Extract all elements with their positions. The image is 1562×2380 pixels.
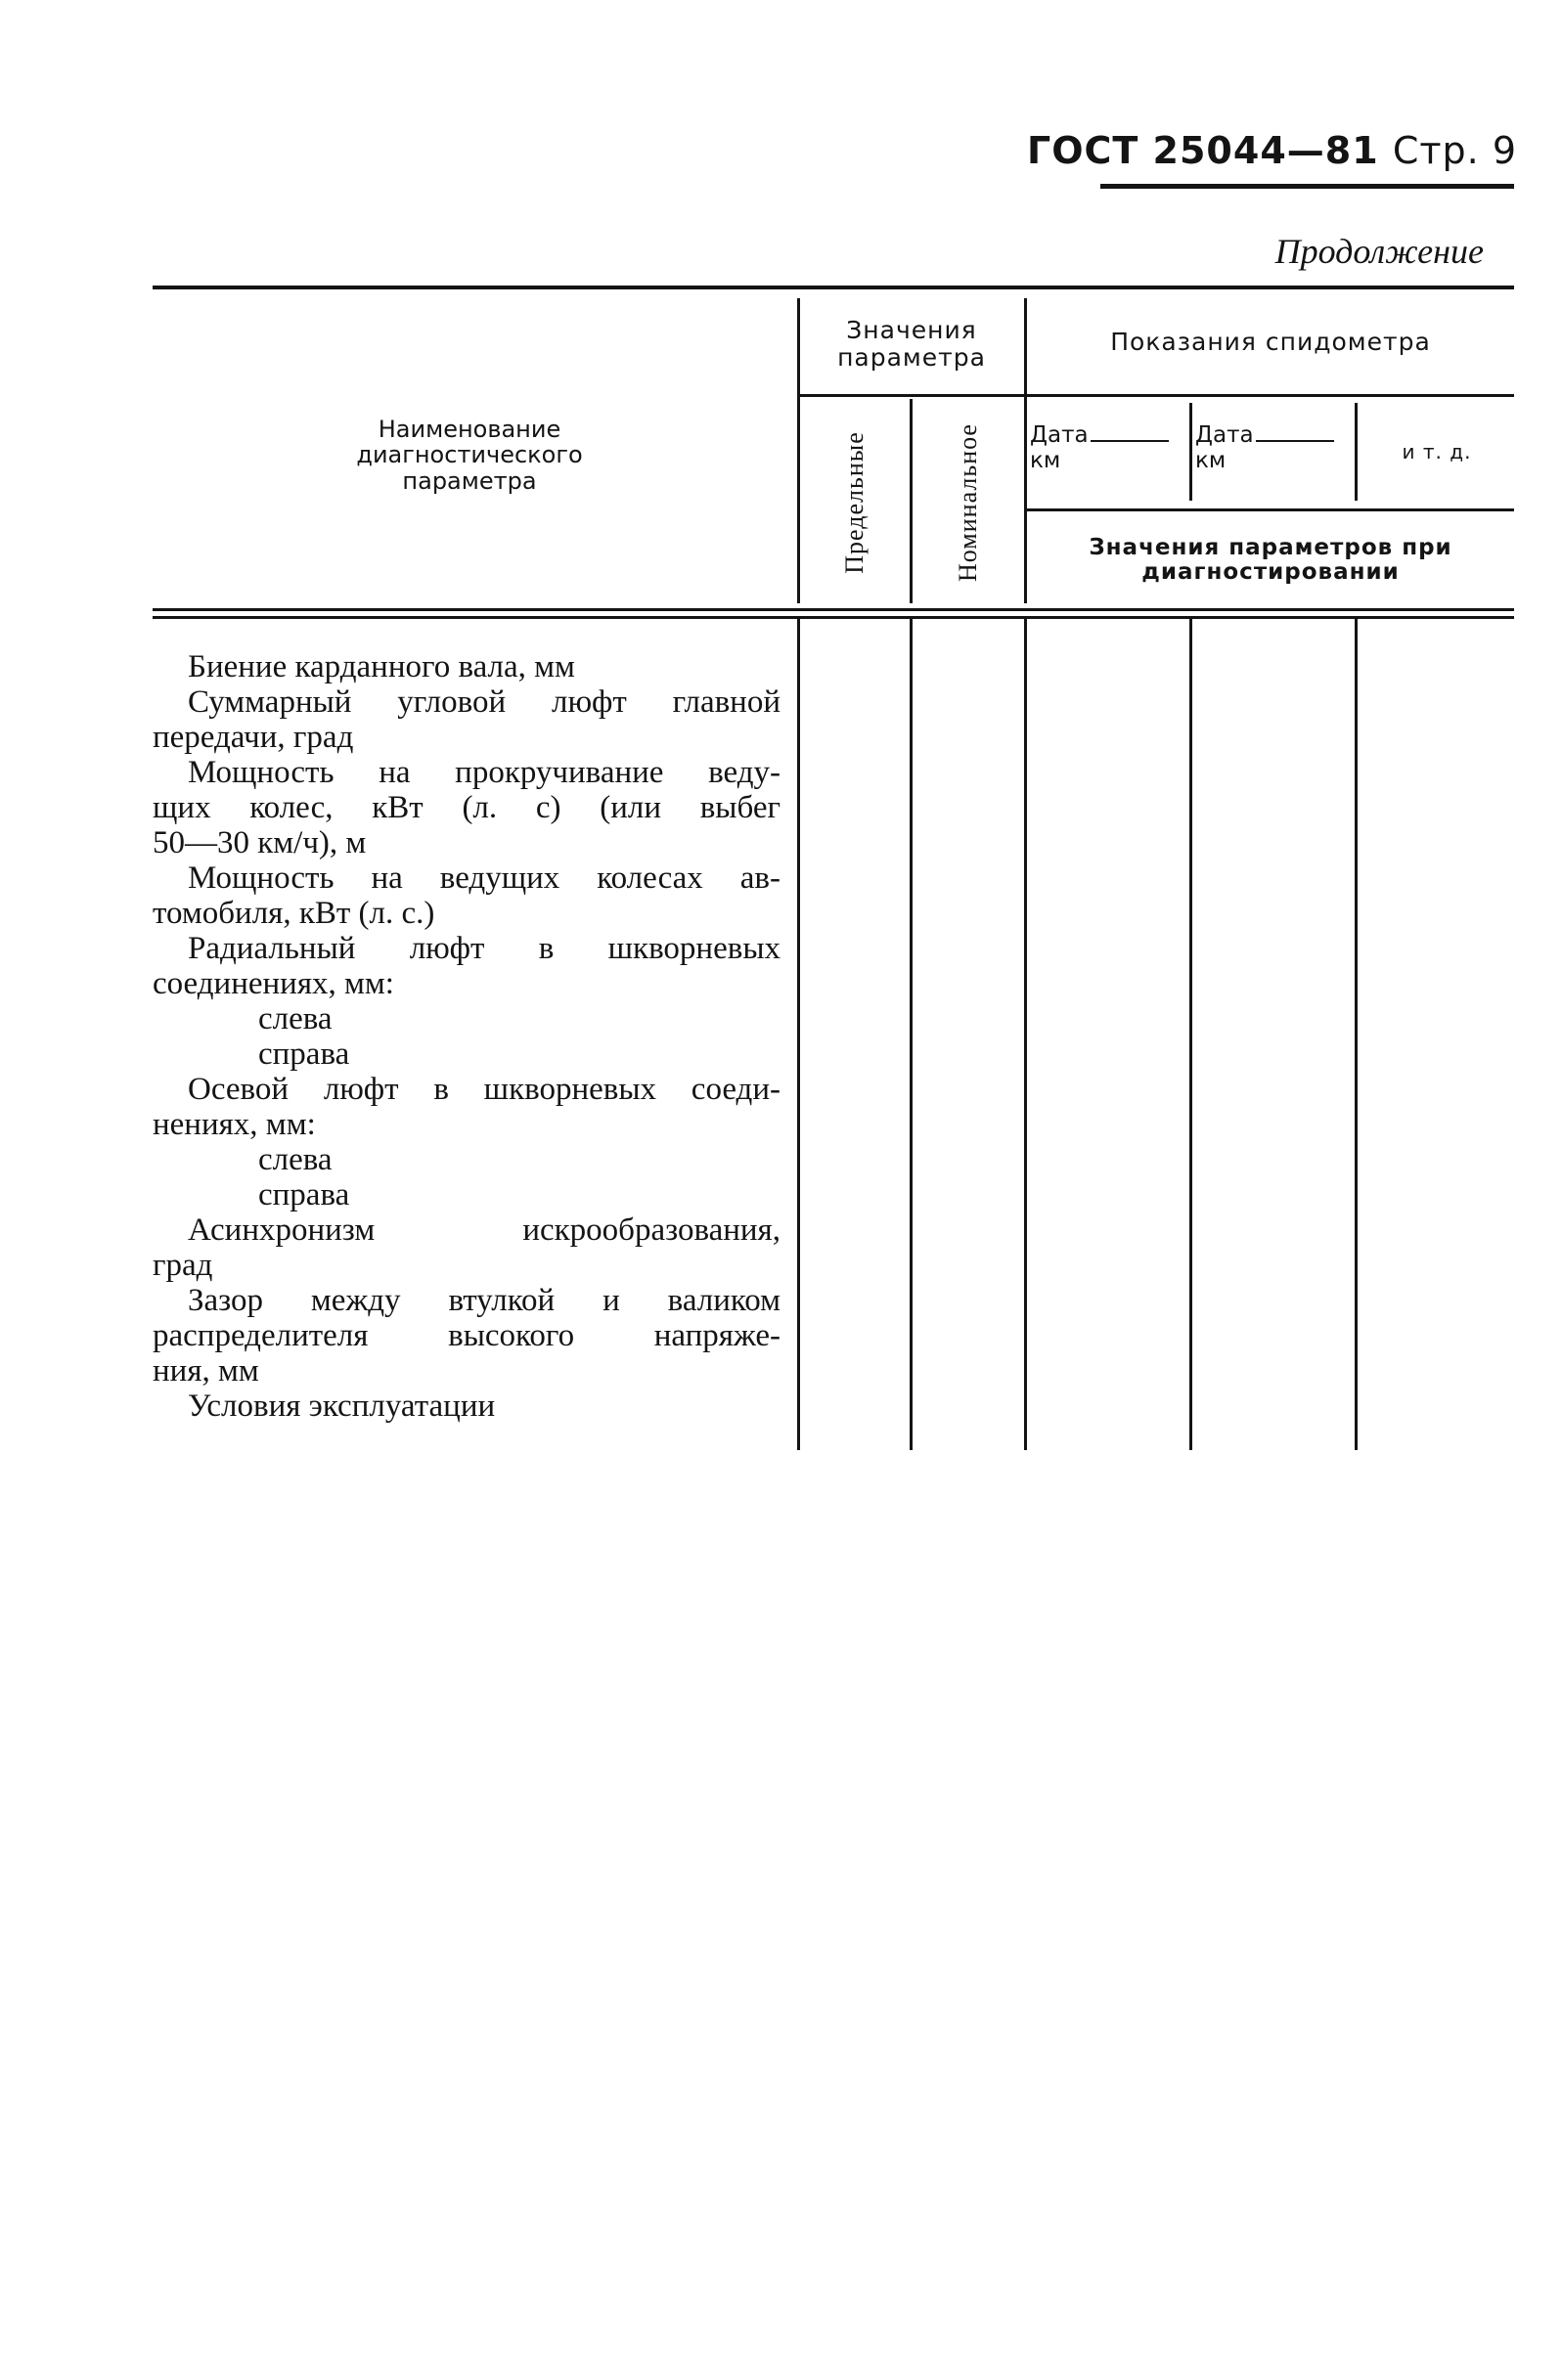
diag-values-rule	[1024, 508, 1514, 511]
date-km-cell-2	[1195, 422, 1352, 473]
body-vline-4	[1189, 619, 1192, 1450]
column-header-nominal: Номинальное	[954, 422, 982, 582]
parameter-row: Биение карданного вала, мм	[188, 649, 575, 684]
column-header-values-line: Значения	[846, 316, 977, 344]
column-header-speedometer: Показания спидометра	[1110, 328, 1431, 356]
parameter-row: соединениях, мм:	[153, 966, 394, 1001]
body-vline-1	[797, 619, 800, 1450]
parameter-row: Радиальный люфт в шкворневых	[188, 931, 781, 966]
date-label: Дата	[1030, 422, 1089, 448]
column-header-name	[293, 417, 646, 494]
parameter-row: Суммарный угловой люфт главной	[188, 684, 781, 720]
header-vline-4	[1189, 403, 1192, 501]
column-header-limit: Предельные	[840, 430, 869, 574]
etc-label: и т. д.	[1402, 440, 1472, 463]
parameter-row: Мощность на ведущих колесах ав-	[188, 860, 781, 896]
values-group-rule	[797, 394, 1024, 397]
column-header-name-line: диагностического	[356, 441, 583, 469]
header-bottom-rule-1	[153, 608, 1514, 611]
diag-values-line: диагностировании	[1141, 559, 1400, 586]
speedometer-group-rule	[1024, 394, 1514, 397]
table-top-rule	[153, 286, 1514, 289]
body-vline-2	[910, 619, 913, 1450]
parameter-row: распределителя высокого напряже-	[153, 1318, 781, 1353]
parameter-row: справа	[258, 1177, 350, 1212]
km-label: км	[1195, 448, 1227, 473]
date-km-cell-1	[1030, 422, 1186, 473]
column-header-limit-cell	[800, 401, 910, 603]
parameter-row: Зазор между втулкой и валиком	[188, 1283, 781, 1318]
column-header-values	[802, 317, 1021, 371]
page-number: Стр. 9	[1392, 129, 1517, 172]
header-bottom-rule-2	[153, 616, 1514, 619]
parameter-row: Асинхронизм искрообразования,	[188, 1212, 781, 1248]
parameter-row: слева	[258, 1142, 333, 1177]
km-label: км	[1030, 448, 1061, 473]
column-header-nominal-cell	[913, 401, 1024, 603]
body-vline-5	[1355, 619, 1358, 1450]
parameter-row: Условия эксплуатации	[188, 1388, 496, 1424]
gost-number: ГОСТ 25044—81	[1027, 129, 1379, 172]
parameter-row: 50—30 км/ч), м	[153, 825, 367, 860]
parameter-row: град	[153, 1248, 213, 1283]
parameter-row: справа	[258, 1036, 350, 1072]
header-vline-5	[1355, 403, 1358, 501]
header-rule	[1100, 184, 1514, 189]
parameter-row: томобиля, кВт (л. с.)	[153, 896, 435, 931]
body-vline-3	[1024, 619, 1027, 1450]
column-header-name-line: параметра	[402, 466, 537, 495]
document-header	[1027, 129, 1517, 172]
parameter-row: слева	[258, 1001, 333, 1036]
column-header-values-line: параметра	[837, 342, 986, 372]
column-header-name-line: Наименование	[378, 416, 561, 443]
parameter-row: Мощность на прокручивание веду-	[188, 755, 781, 790]
diag-values-line: Значения параметров при	[1089, 535, 1452, 560]
parameter-row: ния, мм	[153, 1353, 259, 1388]
diag-values-header	[1027, 536, 1514, 586]
parameter-row: щих колес, кВт (л. с) (или выбег	[153, 790, 781, 825]
continuation-label: Продолжение	[1274, 232, 1484, 271]
parameter-row: нениях, мм:	[153, 1107, 316, 1142]
parameter-row: передачи, град	[153, 720, 354, 755]
parameter-row: Осевой люфт в шкворневых соеди-	[188, 1072, 781, 1107]
date-label: Дата	[1195, 422, 1254, 448]
